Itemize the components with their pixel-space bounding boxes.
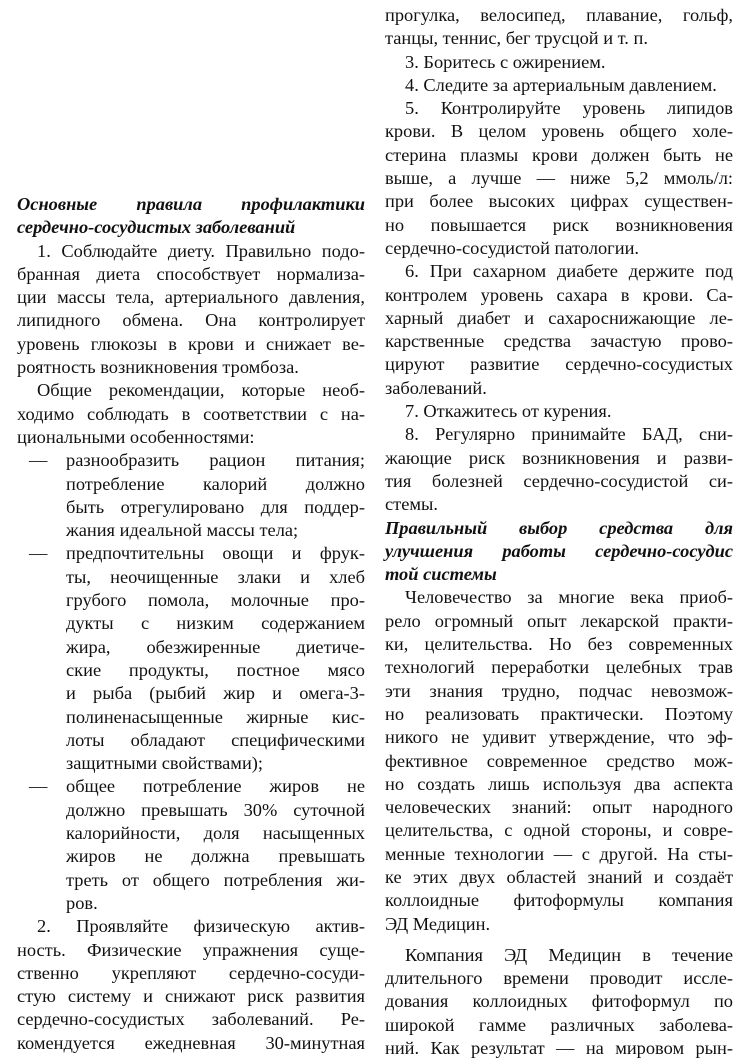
numbered-item: 7. Откажитесь от курения. bbox=[405, 401, 612, 422]
paragraph-line: липидного обмена. Она контролирует bbox=[17, 310, 365, 331]
paragraph-line: ЭД Медицин. bbox=[385, 913, 491, 934]
list-item-line: лоты обладают специфическими bbox=[66, 729, 365, 750]
section-heading: сердечно-сосудистых заболеваний bbox=[17, 217, 296, 238]
list-item-line: полиненасыщенные жирные кис- bbox=[66, 706, 365, 727]
paragraph-line: дования коллоидных фитоформул по bbox=[385, 991, 733, 1012]
section-heading: той системы bbox=[385, 564, 497, 585]
list-item bbox=[17, 542, 365, 565]
paragraph-line: технологий переработки целебных трав bbox=[385, 657, 733, 678]
paragraph-line: стую систему и снижают риск развития bbox=[17, 986, 365, 1007]
paragraph-line: эти знания трудно, подчас невозмож- bbox=[385, 680, 733, 701]
paragraph-line: танцы, теннис, бег трусцой и т. п. bbox=[385, 28, 648, 49]
section-heading: Правильный выбор средства для bbox=[385, 517, 733, 538]
list-item-line: жиров не должна превышать bbox=[66, 846, 365, 867]
paragraph-line: менные технологии — с другой. На сты- bbox=[385, 843, 733, 864]
paragraph-line: стемы. bbox=[385, 494, 438, 515]
paragraph-line: Человечество за многие века приоб- bbox=[405, 587, 733, 608]
paragraph-line: карственные средства зачастую прово- bbox=[385, 331, 733, 352]
paragraph-line: фективное современное средство мож- bbox=[385, 750, 733, 771]
paragraph-line: человеческих знаний: опыт народного bbox=[385, 797, 733, 818]
paragraph-line: но реализовать практически. Поэтому bbox=[385, 703, 733, 724]
paragraph-line: Компания ЭД Медицин в течение bbox=[405, 944, 733, 965]
dash-marker: — bbox=[29, 543, 48, 564]
list-item-line: ров. bbox=[66, 892, 98, 913]
list-item-line: предпочтительны овощи и фрук- bbox=[66, 543, 365, 564]
list-item-line: ты, неочищенные злаки и хлеб bbox=[66, 566, 365, 587]
paragraph-line: ходимо соблюдать в соответствии с на- bbox=[17, 403, 365, 424]
list-item-line: жира, обезжиренные диетиче- bbox=[66, 636, 365, 657]
numbered-item: 3. Боритесь с ожирением. bbox=[405, 51, 606, 72]
paragraph-line: никого не удивит утверждение, что эф- bbox=[385, 727, 733, 748]
paragraph-line: ции массы тела, артериального давления, bbox=[17, 287, 365, 308]
list-item-line: калорийности, доля насыщенных bbox=[66, 823, 365, 844]
paragraph-spacer bbox=[385, 936, 733, 944]
list-item-line: грубого помола, молочные про- bbox=[66, 590, 365, 611]
paragraph-line: коллоидные фитоформулы компания bbox=[385, 890, 733, 911]
paragraph-line: ки, целительства. Но без современных bbox=[385, 634, 733, 655]
paragraph-line: стерина плазмы крови должен быть не bbox=[385, 144, 733, 165]
list-item-line: ские продукты, постное мясо bbox=[66, 659, 365, 680]
right-column bbox=[385, 4, 733, 1060]
dash-marker: — bbox=[29, 450, 48, 471]
paragraph-line: тия болезней сердечно-сосудистой си- bbox=[385, 470, 733, 491]
paragraph-line: рело огромный опыт лекарской практи- bbox=[385, 610, 733, 631]
numbered-item: 8. Регулярно принимайте БАД, сни- bbox=[405, 424, 733, 445]
paragraph-line: выше, а лучше — ниже 5,2 ммоль/л: bbox=[385, 168, 733, 189]
list-item bbox=[17, 775, 365, 798]
paragraph-line: длительного времени проводит иссле- bbox=[385, 968, 733, 989]
paragraph-line: ственно укрепляют сердечно-сосуди- bbox=[17, 962, 365, 983]
paragraph-line: сердечно-сосудистой патологии. bbox=[385, 237, 640, 258]
numbered-item: 5. Контролируйте уровень липидов bbox=[405, 98, 733, 119]
left-column bbox=[17, 193, 365, 1055]
list-item-line: дукты с низким содержанием bbox=[66, 613, 365, 634]
paragraph-line: при более высоких цифрах существен- bbox=[385, 191, 733, 212]
paragraph-line: ке этих двух областей знаний и создаёт bbox=[385, 866, 733, 887]
list-item-line: потребление калорий должно bbox=[66, 473, 365, 494]
paragraph-line: широкой гамме различных заболева- bbox=[385, 1014, 733, 1035]
paragraph-line: сердечно-сосудистых заболеваний. Ре- bbox=[17, 1009, 365, 1030]
paragraph-line: жающие риск возникновения и разви- bbox=[385, 447, 733, 468]
list-item-line: разнообразить рацион питания; bbox=[66, 450, 365, 471]
paragraph-line: целительства, с одной стороны, и совре- bbox=[385, 820, 733, 841]
paragraph-line: бранная диета способствует нормализа- bbox=[17, 263, 365, 284]
list-item-line: жания идеальной массы тела; bbox=[66, 520, 299, 541]
paragraph-line: 1. Соблюдайте диету. Правильно подо- bbox=[37, 240, 365, 261]
paragraph-line: заболеваний. bbox=[385, 377, 487, 398]
list-item-line: и рыба (рыбий жир и омега-3- bbox=[66, 683, 365, 704]
paragraph-line: цируют развитие сердечно-сосудистых bbox=[385, 354, 733, 375]
paragraph-line: комендуется ежедневная 30-минутная bbox=[17, 1032, 365, 1053]
paragraph-line: крови. В целом уровень общего холе- bbox=[385, 121, 733, 142]
paragraph-line: харный диабет и сахароснижающие ле- bbox=[385, 307, 733, 328]
paragraph-line: ний. Как результат — на мировом рын- bbox=[385, 1038, 733, 1059]
paragraph-line: прогулка, велосипед, плавание, гольф, bbox=[385, 5, 733, 25]
list-item-line: быть отрегулировано для поддер- bbox=[66, 496, 365, 517]
numbered-item: 6. При сахарном диабете держите под bbox=[405, 261, 733, 282]
paragraph-line: уровень глюкозы в крови и снижает ве- bbox=[17, 333, 365, 354]
list-item-line: общее потребление жиров не bbox=[66, 776, 365, 797]
dash-marker: — bbox=[29, 776, 48, 797]
paragraph-line: роятность возникновения тромбоза. bbox=[17, 357, 299, 378]
paragraph-line: циональными особенностями: bbox=[17, 426, 255, 447]
paragraph-line: но создать лишь используя два аспекта bbox=[385, 773, 733, 794]
paragraph-line: 2. Проявляйте физическую актив- bbox=[37, 916, 365, 937]
section-heading: улучшения работы сердечно-сосудис bbox=[385, 540, 733, 561]
list-item bbox=[17, 449, 365, 472]
paragraph-line: контролем уровень сахара в крови. Са- bbox=[385, 284, 733, 305]
paragraph-line: ность. Физические упражнения суще- bbox=[17, 939, 365, 960]
section-heading: Основные правила профилактики bbox=[17, 194, 365, 214]
paragraph-line: но повышается риск возникновения bbox=[385, 214, 733, 235]
list-item-line: защитными свойствами); bbox=[66, 753, 264, 774]
list-item-line: должно превышать 30% суточной bbox=[66, 799, 365, 820]
list-item-line: треть от общего потребления жи- bbox=[66, 869, 365, 890]
numbered-item: 4. Следите за артериальным давлением. bbox=[405, 74, 717, 95]
paragraph-line: Общие рекомендации, которые необ- bbox=[37, 380, 365, 401]
